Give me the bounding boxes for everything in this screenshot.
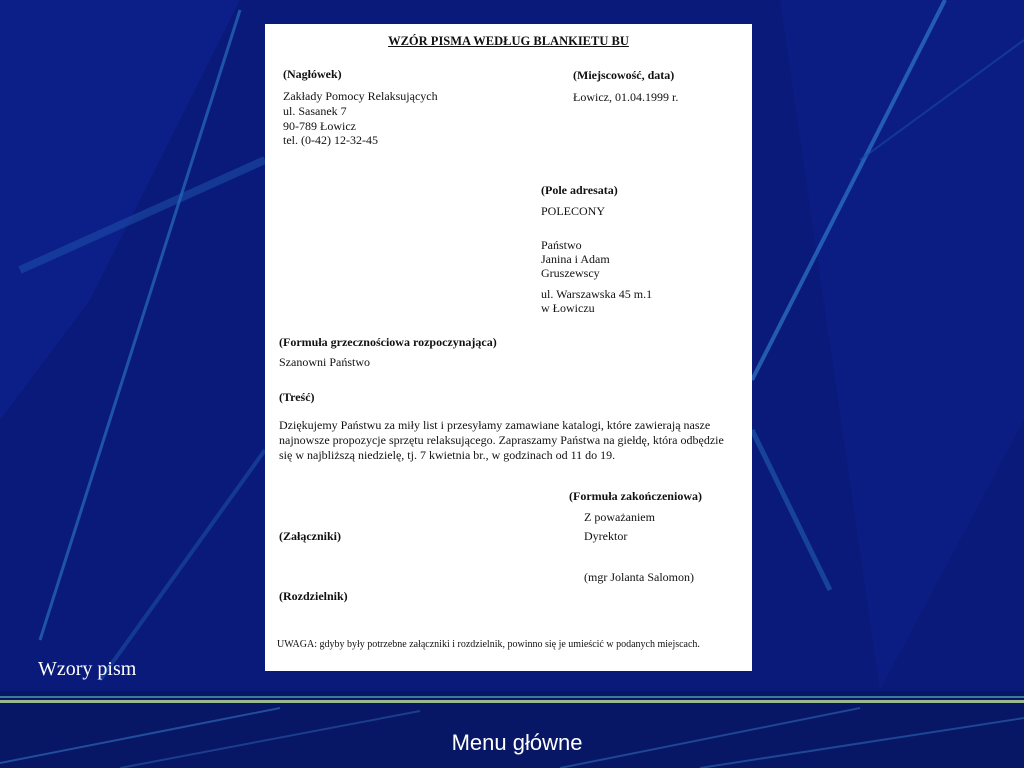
slide-caption: Wzory pism [38, 658, 137, 680]
signer-title: Dyrektor [584, 529, 628, 543]
place-date: Łowicz, 01.04.1999 r. [573, 90, 679, 104]
opening-text: Szanowni Państwo [279, 355, 370, 369]
addressee-line1: Państwo [541, 238, 582, 252]
note-text: UWAGA: gdyby były potrzebne załączniki i rozdzielnik, powinno się je umieścić w podanych miejscach. [277, 639, 700, 650]
sender-street: ul. Sasanek 7 [283, 104, 347, 118]
addressee-street: ul. Warszawska 45 m.1 [541, 287, 653, 301]
attachments-label: (Załączniki) [279, 529, 341, 543]
sender-phone: tel. (0-42) 12-32-45 [283, 133, 378, 147]
document-title: WZÓR PISMA WEDŁUG BLANKIETU BU [388, 34, 629, 48]
sender-city: 90-789 Łowicz [283, 119, 356, 133]
content-label: (Treść) [279, 390, 315, 404]
footer-rule [0, 696, 1024, 698]
addressee-city: w Łowiczu [541, 301, 595, 315]
addressee-label: (Pole adresata) [541, 183, 618, 197]
addressee-line2: Janina i Adam [541, 252, 610, 266]
header-label: (Nagłówek) [283, 67, 342, 81]
place-date-label: (Miejscowość, data) [573, 68, 675, 82]
closing-text: Z poważaniem [584, 510, 655, 524]
opening-label: (Formuła grzecznościowa rozpoczynająca) [279, 335, 497, 349]
signer-name: (mgr Jolanta Salomon) [584, 570, 694, 584]
addressee-mode: POLECONY [541, 204, 606, 218]
letter-template-document [265, 24, 752, 671]
sender-name: Zakłady Pomocy Relaksujących [283, 89, 438, 103]
addressee-line3: Gruszewscy [541, 266, 600, 280]
main-menu-link[interactable]: Menu główne [451, 730, 583, 755]
content-text: Dziękujemy Państwu za miły list i przesyłamy zamawiane katalogi, które zawierają nasze najnowsze propozycje sprzętu relaksującego. Zapraszamy Państwa na giełdę, która odbędzie się w najbliższą niedzielę, tj. 7 kwietnia br., w godzinach od 11 do 19. [279, 418, 724, 462]
closing-label: (Formuła zakończeniowa) [569, 489, 702, 503]
distribution-label: (Rozdzielnik) [279, 589, 348, 603]
footer-rule-accent [0, 700, 1024, 703]
